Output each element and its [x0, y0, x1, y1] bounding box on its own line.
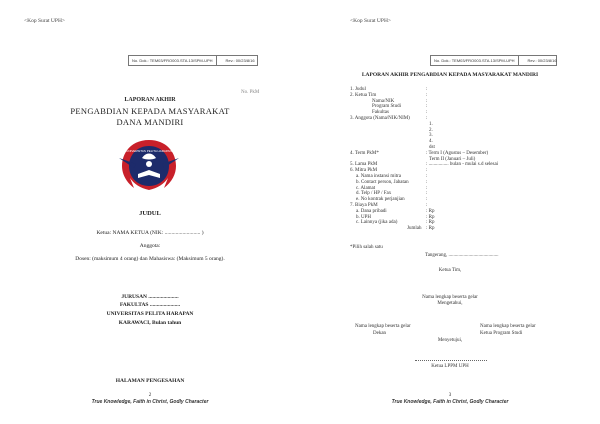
anggota-line: Anggota:: [139, 243, 161, 249]
nama-lengkap-ketua: Nama lengkap beserta gelar: [422, 295, 478, 300]
jurusan: JURUSAN ......................: [121, 294, 179, 300]
university-logo: [118, 138, 180, 196]
field-value: : Rp: [426, 220, 435, 226]
field-value: :: [426, 203, 428, 208]
report-title-3: DANA MANDIRI: [116, 117, 184, 127]
field-label: b. UPH: [356, 214, 372, 220]
field-value: : Rp: [426, 208, 435, 214]
field-value: : Rp: [426, 226, 435, 232]
field-label: e. No kontrak perjanjian: [356, 197, 405, 203]
field-label: 1. Judul: [350, 87, 366, 92]
signature-line: [415, 360, 487, 361]
form-title: LAPORAN AKHIR PENGABDIAN KEPADA MASYARAKAT MANDIRI: [361, 72, 539, 78]
tangerang-date: Tangerang, ........................................: [425, 253, 499, 258]
page-number: 2: [148, 393, 152, 398]
field-value: : ................ bulan - mulai s.d selesai: [426, 162, 499, 168]
field-label: Program Studi: [372, 104, 402, 110]
nama-lengkap-dekan: Nama lengkap beserta gelar: [355, 324, 411, 329]
logo-text: UNIVERSITAS PELITA HARAPAN: [126, 149, 172, 153]
city-date: KARAWACI, Bulan tahun: [118, 320, 182, 326]
dosen-line: Dosen: (maksimum 4 orang) dan Mahasiswa: (Maksimum 5 orang).: [75, 256, 225, 262]
nama-lengkap-kaprodi: Nama lengkap beserta gelar: [480, 324, 536, 329]
report-title-2: PENGABDIAN KEPADA MASYARAKAT: [70, 106, 230, 116]
dekan-label: Dekan: [373, 331, 387, 336]
field-value: :: [426, 197, 428, 203]
university-name: UNIVERSITAS PELITA HARAPAN: [106, 311, 194, 317]
field-value: :: [426, 110, 428, 116]
doc-revision: Rev.: 00/23/8/16: [527, 58, 557, 63]
field-label: 4. Term PkM*: [350, 150, 379, 156]
field-value: :: [426, 104, 428, 110]
field-label: c. Alamat: [356, 185, 376, 191]
field-label: 7. Biaya PkM: [350, 203, 378, 208]
page-right: [300, 0, 600, 424]
no-pkm: No. PkM: [241, 90, 260, 95]
field-value: : Rp: [426, 214, 435, 220]
field-value: :: [426, 92, 428, 98]
mengetahui: Mengetahui,: [437, 301, 463, 306]
field-value: dst: [429, 145, 435, 150]
report-title-1: LAPORAN AKHIR: [124, 97, 176, 103]
doc-number: No. Dok.: TEM03/FRO003.STA.13/SPM-UPH: [434, 58, 515, 63]
pilih-note: *Pilih salah satu: [350, 245, 383, 250]
footer-motto: True Knowledge, Faith in Christ, Godly Character: [91, 399, 209, 405]
doc-info-box: [430, 55, 557, 66]
doc-number: No. Dok.: TEM03/FRO003.STA.13/SPM-UPH: [132, 58, 213, 63]
field-value: :: [426, 98, 428, 104]
footer-motto: True Knowledge, Faith in Christ, Godly Character: [391, 399, 509, 405]
field-label: a. Nama instansi mitra: [356, 174, 401, 179]
page-number: 3: [448, 393, 452, 398]
halaman-pengesahan: HALAMAN PENGESAHAN: [115, 378, 185, 384]
field-value: 3.: [429, 133, 433, 139]
doc-info-box: [128, 55, 258, 66]
field-value: Term II (Januari – Juli): [429, 156, 476, 162]
kaprodi-label: Ketua Program Studi: [480, 331, 523, 336]
field-label: b. Contact person, Jabatan: [356, 179, 409, 185]
ketua-lppm: Ketua LPPM UPH: [431, 364, 469, 369]
field-label: 2. Ketua Tim: [350, 92, 377, 98]
field-label: Fakultas: [372, 110, 389, 116]
field-value: 4.: [429, 139, 433, 145]
kop-surat: <Kop Surat UPH>: [24, 18, 66, 24]
ketua-line: Ketua: NAMA KETUA (NIK: .......................... ): [96, 230, 204, 236]
field-label: a. Dana pribadi: [356, 208, 387, 214]
field-value: 2.: [429, 127, 433, 133]
field-value: :: [426, 191, 428, 197]
field-value: :: [426, 116, 428, 121]
menyetujui: Menyetujui,: [437, 338, 463, 343]
ketua-tim: Ketua Tim,: [438, 268, 462, 273]
field-value: :: [426, 87, 428, 92]
field-label: c. Lainnya (jika ada): [356, 220, 398, 226]
field-value: :: [426, 185, 428, 191]
field-label: 5. Lama PkM: [350, 162, 378, 168]
field-value: :: [426, 174, 428, 179]
field-label: d. Telp / HP / Fax: [356, 191, 392, 197]
field-label: Jumlah: [407, 226, 422, 232]
kop-surat: <Kop Surat UPH>: [350, 18, 392, 24]
field-value: :: [426, 168, 428, 174]
fakultas: FAKULTAS ......................: [119, 302, 181, 308]
field-label: Nama/NIK: [372, 98, 395, 104]
judul: JUDUL: [139, 210, 161, 217]
field-value: :: [426, 179, 428, 185]
field-value: 1.: [429, 121, 433, 127]
field-label: 3. Anggota (Nama/NIK/NIM): [350, 116, 410, 121]
field-label: 6. Mitra PkM: [350, 168, 378, 174]
field-value: : Term I (Agustus – Desember): [426, 150, 489, 156]
doc-revision: Rev.: 00/23/8/16: [225, 58, 255, 63]
